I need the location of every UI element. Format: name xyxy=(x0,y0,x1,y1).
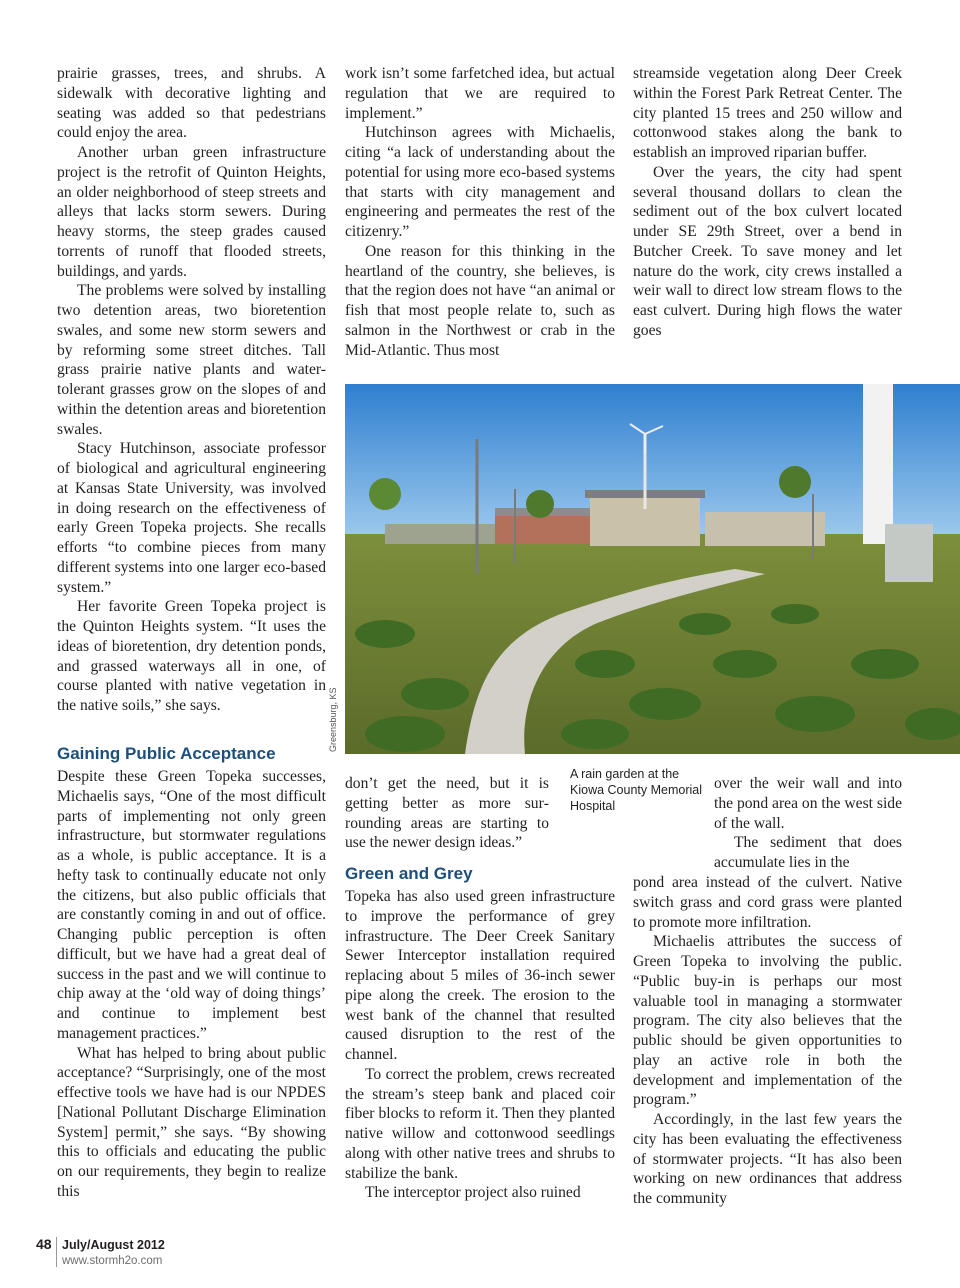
paragraph: Over the years, the city had spent several thousand dollars to clean the sediment out of the box culvert located under SE 29th Street, over a bend in Butcher Creek. To save money and let nature do the work, city crews installed a weir wall to direct low stream flows to the east culvert. During high flows the water goes xyxy=(633,163,902,339)
column-1-top xyxy=(57,64,326,716)
paragraph: pond area instead of the culvert. Native switch grass and cord grass were planted to promote more infiltration. xyxy=(633,874,902,931)
column-2-bottom xyxy=(345,774,615,1203)
page-number: 48 xyxy=(36,1236,52,1252)
paragraph: The sediment that does accumulate lies in the xyxy=(714,834,902,871)
photo-illustration xyxy=(345,384,960,754)
paragraph: What has helped to bring about public acceptance? “Surprisingly, one of the most effective tools we have had is our NPDES [National Pollutant Discharge Elimination System] permit,” she says. “By showing this to officials and educating the public on our requirements, they begin to realize this xyxy=(57,1044,326,1200)
paragraph: work isn’t some farfetched idea, but actual regulation that we are required to implement.” xyxy=(345,65,615,122)
website-url: www.stormh2o.com xyxy=(62,1255,163,1267)
paragraph: Stacy Hutchinson, associate professor of biological and agricultural engineering at Kansas State University, was involved in doing research on the effectiveness of early Green Topeka projects. She recalls efforts “to combine pieces from many different systems into one larger eco-based system.” xyxy=(57,440,326,596)
column-3-top xyxy=(633,64,902,341)
paragraph: Despite these Green Topeka successes, Michaelis says, “One of the most difficult parts of implementing not only green infrastructure, but stormwater regulations as a whole, is public acceptance. It is a hefty task to continually educate not only the citizens, but also public officials that are constantly coming in and out of office. Changing public perception is often difficult, but we have had a great deal of success in the past and we will continue to chip away at the ‘old way of doing things’ and continue to implement best management practices.” xyxy=(57,768,326,1042)
paragraph: One reason for this thinking in the heartland of the country, she believes, is that the region does not have “an animal or fish that most people relate to, such as salmon in the Northwest or crab in the Mid-Atlantic. Thus most xyxy=(345,242,615,359)
footer-divider xyxy=(56,1237,57,1267)
paragraph: Hutchinson agrees with Michaelis, citing “a lack of understanding about the potential for using more eco-based systems that starts with city management and engineering and permeates the rest of the citizenry.” xyxy=(345,124,615,240)
paragraph: Another urban green infrastructure project is the retrofit of Quinton Heights, an older neighborhood of steep streets and alleys that lacks storm sewers. During heavy storms, the steep grades caused torrents of runoff that flooded streets, buildings, and yards. xyxy=(57,144,326,280)
column-3-bottom-narrow xyxy=(714,774,902,873)
paragraph: To correct the problem, crews recreated the stream’s steep bank and placed coir fiber blocks to reform it. Then they planted native willow and cottonwood seedlings along with other native trees and shrubs to stabilize the bank. xyxy=(345,1065,615,1182)
paragraph: Accordingly, in the last few years the city has been evaluating the effectiveness of stormwater projects. “It has also been working on new ordinances that address the community xyxy=(633,1111,902,1207)
issue-date: July/August 2012 xyxy=(62,1238,165,1252)
column-1-bottom xyxy=(57,733,326,1202)
rain-garden-photo xyxy=(345,384,960,754)
column-3-bottom xyxy=(633,873,902,1209)
paragraph: Her favorite Green Topeka project is the Quinton Heights system. “It uses the ideas of bioretention, dry detention ponds, and grassed waterways all in one, of course planted with native vegetation in the native soils,” she says. xyxy=(57,598,326,714)
paragraph: Topeka has also used green infrastructure to improve the performance of grey infrastructure. The Deer Creek Sanitary Sewer Interceptor installation required replacing about 5 miles of 36-inch sewer pipe along the creek. The erosion to the west bank of the channel that resulted caused disruption to the rest of the channel. xyxy=(345,888,615,1063)
paragraph: The problems were solved by installing two detention areas, two bioretention swales, and some new storm sewers and by reforming some street ditches. Tall grass prairie native plants and water- tolerant grasses grow on the slopes of and within the detention areas and bioretention swales. xyxy=(57,282,326,438)
section-heading-green-and-grey: Green and Grey xyxy=(345,864,473,883)
paragraph: The interceptor project also ruined xyxy=(365,1184,581,1202)
section-heading-public-acceptance: Gaining Public Acceptance xyxy=(57,744,276,763)
paragraph: streamside vegetation along Deer Creek within the Forest Park Retreat Center. The city planted 15 trees and 250 willow and cottonwood stakes along the bank to establish an improved riparian buffer. xyxy=(633,65,902,161)
paragraph: prairie grasses, trees, and shrubs. A sidewalk with decorative lighting and seating was added so that pedestrians could enjoy the area. xyxy=(57,65,326,142)
paragraph: over the weir wall and into the pond area on the west side of the wall. xyxy=(714,775,902,832)
photo-caption: A rain garden at the Kiowa County Memorial Hospital xyxy=(570,767,702,813)
photo-credit: Greensburg, KS xyxy=(328,687,338,752)
paragraph: Michaelis attributes the success of Green Topeka to involving the public. “Public buy-in is perhaps our most valuable tool in managing a stormwater program. The city also believes that the public should be given opportunities to play an active role in both the development and implementation of the program.” xyxy=(633,933,902,1109)
column-2-top xyxy=(345,64,615,360)
paragraph: don’t get the need, but it is getting better as more surrounding areas are starting to use the newer design ideas.” xyxy=(345,775,549,852)
